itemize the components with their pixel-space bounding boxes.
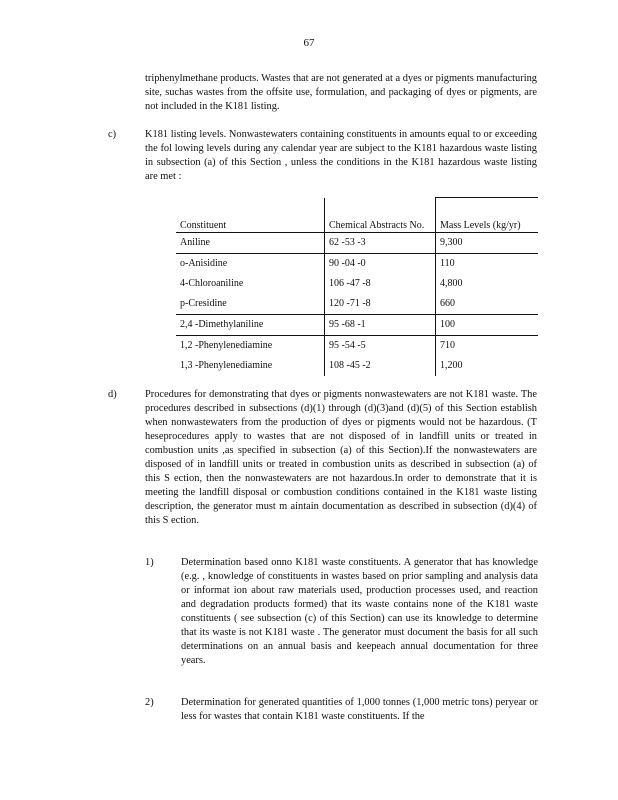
constituent-cell: 1,2 -Phenylenediamine xyxy=(180,340,273,351)
item-2-label: 2) xyxy=(145,697,154,708)
cas-cell: 90 -04 -0 xyxy=(325,254,436,275)
section-d-paragraph: Procedures for demonstrating that dyes or pigments nonwastewaters are not K181 waste. The procedures described in subsections (d)(1) through (d)(3)and (d)(5) of this Section establish when nonwastewaters from the production of dyes or pigments would not be hazardous. (T heseprocedures apply to wastes that are not disposed of in landfill units or treated in combustion units ,as specified in subsection (a) of this Section).If the nonwastewaters are disposed of in landfill units or treated in combustion units as described in subsection (a) of this S ection, then the nonwastewaters are not hazardous.In order to demonstrate that it is meeting the landfill disposal or combustion conditions contained in the K181 waste listing description, the generator must m aintain documentation as described in subsection (d)(4) of this S ection. xyxy=(145,389,537,526)
table-row xyxy=(176,274,538,294)
section-c-paragraph: K181 listing levels. Nonwastewaters containing constituents in amounts equal to or exceeding the fol lowing levels during any calendar year are subject to the K181 hazardous waste listing in subsection (a) of this Section , unless the conditions in the K181 hazardous waste listing are met : xyxy=(145,129,537,182)
constituent-cell: p-Cresidine xyxy=(176,294,325,315)
cas-cell: 120 -71 -8 xyxy=(325,294,436,315)
mass-cell: 100 xyxy=(436,315,539,336)
section-d-label: d) xyxy=(108,389,117,400)
item-1-paragraph: Determination based onno K181 waste constituents. A generator that has knowledge (e.g. , knowledge of constituents in wastes based on prior sampling and analysis data or informat ion about raw materials used, production processes used, and reaction and degradation products formed) that its waste contains none of the K181 waste constituents ( see subsection (c) of this Section) can use its knowledge to determine that its waste is not K181 waste . The generator must document the basis for all such determinations on an annual basis and keepeach annual documentation for three years. xyxy=(181,557,538,666)
cas-cell: 108 -45 -2 xyxy=(325,356,436,376)
table-header-row xyxy=(176,198,538,233)
mass-cell: 660 xyxy=(436,294,539,315)
item-1-label: 1) xyxy=(145,557,154,568)
mass-cell: 710 xyxy=(436,336,539,357)
constituent-cell: Aniline xyxy=(176,233,325,254)
cas-cell: 95 -68 -1 xyxy=(325,315,436,336)
constituent-cell: 1,3 -Phenylenediamine xyxy=(180,360,273,371)
mass-cell: 9,300 xyxy=(436,233,539,254)
item-2-paragraph: Determination for generated quantities of 1,000 tonnes (1,000 metric tons) peryear or less for wastes that contain K181 waste constituents. If the xyxy=(181,697,538,722)
k181-levels-table xyxy=(176,197,538,376)
cas-cell: 62 -53 -3 xyxy=(325,233,436,254)
intro-paragraph: triphenylmethane products. Wastes that are not generated at a dyes or pigments manufacturing site, suchas wastes from the offsite use, formulation, and packaging of dyes or pigments, are not included in the K181 listing. xyxy=(145,73,537,112)
mass-cell: 1,200 xyxy=(436,356,539,376)
table-row xyxy=(176,233,538,254)
page-number: 67 xyxy=(303,37,315,49)
table-row xyxy=(176,294,538,315)
table-row xyxy=(176,315,538,336)
mass-cell: 4,800 xyxy=(436,274,539,294)
table-row xyxy=(176,336,538,357)
header-cas-number: Chemical Abstracts No. xyxy=(325,198,436,233)
constituent-cell: 2,4 -Dimethylaniline xyxy=(176,315,325,336)
cas-cell: 95 -54 -5 xyxy=(325,336,436,357)
table-row xyxy=(176,356,538,376)
cas-cell: 106 -47 -8 xyxy=(325,274,436,294)
section-c-label: c) xyxy=(108,129,117,140)
header-constituent: Constituent xyxy=(176,198,325,233)
table-row xyxy=(176,254,538,275)
constituent-cell: o-Anisidine xyxy=(180,258,228,269)
header-mass-levels: Mass Levels (kg/yr) xyxy=(436,198,539,233)
mass-cell: 110 xyxy=(436,254,539,275)
constituent-cell: 4-Chloroaniline xyxy=(180,278,244,289)
